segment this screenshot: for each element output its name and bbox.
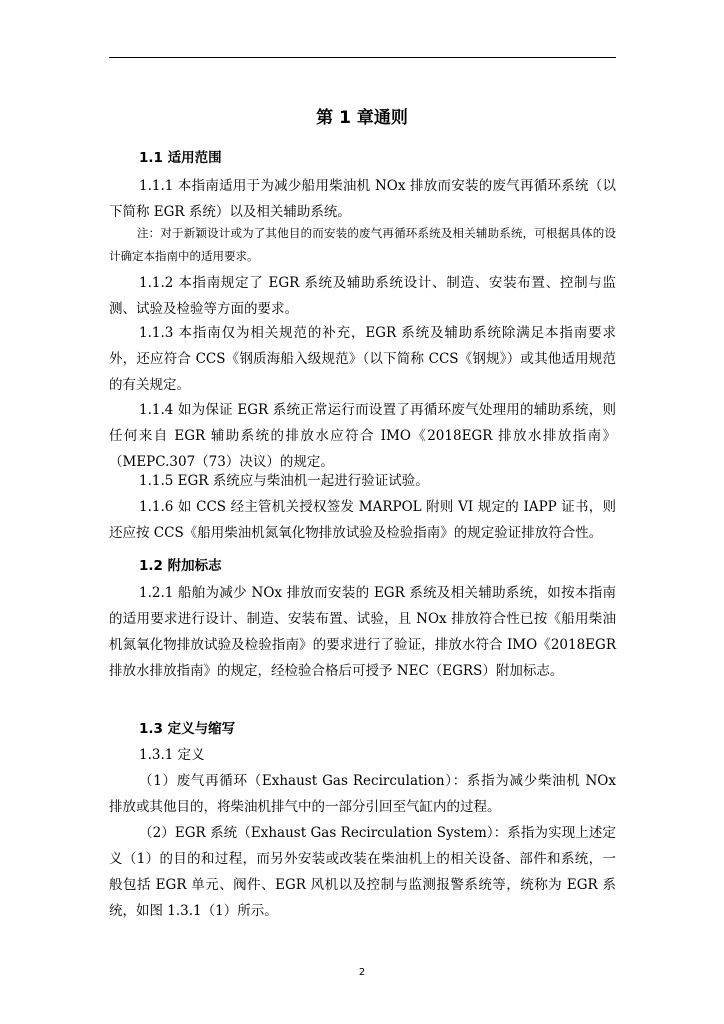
paragraph-1-1-4: 1.1.4 如为保证 EGR 系统正常运行而设置了再循环废气处理用的辅助系统，则任何来自 EGR 辅助系统的排放水应符合 IMO《2018EGR 排放水排放指南》（MEPC.307（73）决议）的规定。: [109, 402, 616, 470]
paragraph-1-1-2: 1.1.2 本指南规定了 EGR 系统及辅助系统设计、制造、安装布置、控制与监测、试验及检验等方面的要求。: [109, 275, 616, 317]
paragraph-1-1-5: 1.1.5 EGR 系统应与柴油机一起进行验证试验。: [139, 473, 429, 489]
note-paragraph: 注：对于新颖设计或为了其他目的而安装的废气再循环系统及相关辅助系统，可根据具体的设计确定本指南中的适用要求。: [109, 226, 616, 263]
paragraph-1-1-3: 1.1.3 本指南仅为相关规范的补充，EGR 系统及辅助系统除满足本指南要求外，还应符合 CCS《钢质海船入级规范》（以下简称 CCS《钢规》）或其他适用规范的有关规定。: [109, 325, 616, 393]
section-heading-1-2: 1.2 附加标志: [139, 558, 222, 574]
paragraph-1-1-6: 1.1.6 如 CCS 经主管机关授权签发 MARPOL 附则 VI 规定的 IAPP 证书，则还应按 CCS《船用柴油机氮氧化物排放试验及检验指南》的规定验证排放符合性。: [109, 499, 616, 541]
definition-2: （2）EGR 系统（Exhaust Gas Recirculation System）：系指为实现上述定义（1）的目的和过程，而另外安装或改装在柴油机上的相关设备、部件和系统，一般包括 EGR 单元、阀件、EGR 风机以及控制与监测报警系统等，统称为 EGR 系统，如图 1.3.1（1）所示。: [109, 825, 616, 919]
paragraph-1-3-1: 1.3.1 定义: [139, 747, 205, 763]
section-heading-1-1: 1.1 适用范围: [139, 150, 222, 166]
paragraph-1-1-1: 1.1.1 本指南适用于为减少船用柴油机 NOx 排放而安装的废气再循环系统（以下简称 EGR 系统）以及相关辅助系统。: [109, 178, 616, 220]
paragraph-1-2-1: 1.2.1 船舶为减少 NOx 排放而安装的 EGR 系统及相关辅助系统，如按本指南的适用要求进行设计、制造、安装布置、试验，且 NOx 排放符合性已按《船用柴油机氮氧化物排放试验及检验指南》的要求进行了验证，排放水符合 IMO《2018EGR 排放水排放指南》的规定，经检验合格后可授予 NEC（EGRS）附加标志。: [109, 585, 616, 679]
definition-1: （1）废气再循环（Exhaust Gas Recirculation）：系指为减少柴油机 NOx 排放或其他目的，将柴油机排气中的一部分引回至气缸内的过程。: [109, 773, 616, 815]
section-heading-1-3: 1.3 定义与缩写: [139, 721, 236, 737]
header-rule: [109, 57, 616, 58]
page-number: 2: [358, 967, 366, 978]
chapter-title: 第 1 章通则: [316, 108, 408, 128]
